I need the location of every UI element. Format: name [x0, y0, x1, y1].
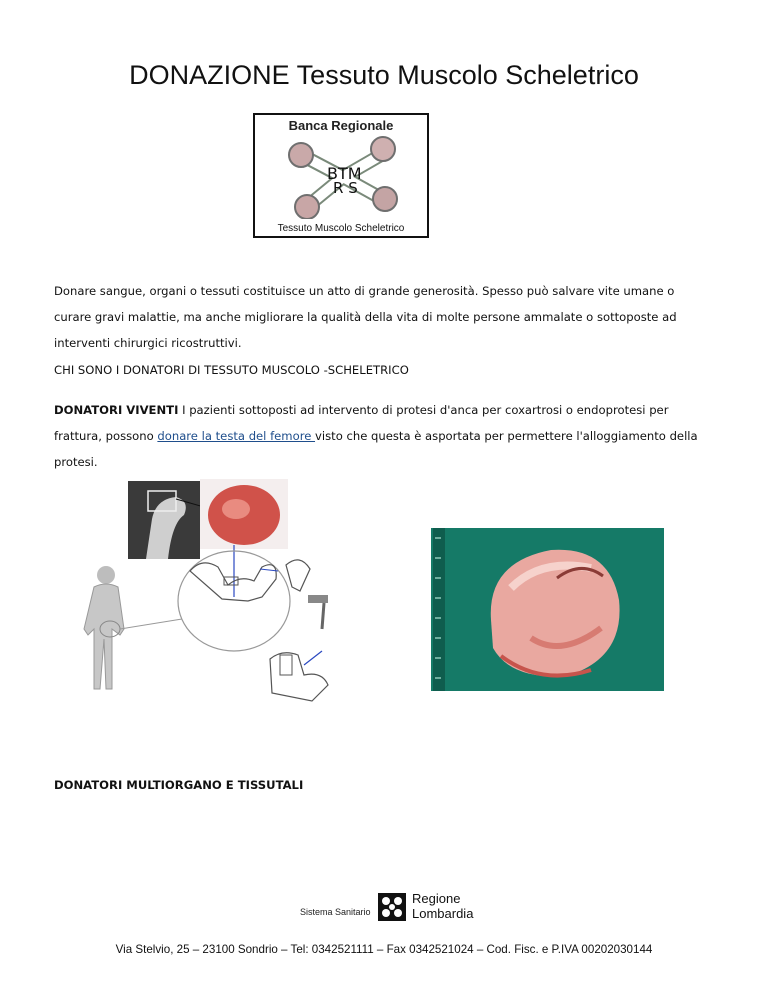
paragraph-text: frattura, possono	[54, 429, 158, 443]
intro-line: Donare sangue, organi o tessuti costituisce un atto di grande generosità. Spesso può salvare vite umane o	[54, 284, 675, 298]
page-title: DONAZIONE Tessuto Muscolo Scheletrico	[129, 60, 639, 90]
donatori-viventi-label: DONATORI VIVENTI	[54, 403, 179, 417]
logo-top-text: Banca Regionale	[288, 118, 394, 133]
footer-address: Via Stelvio, 25 – 23100 Sondrio – Tel: 0342521111 – Fax 0342521024 – Cod. Fisc. e P.IVA 00202030144	[115, 943, 653, 956]
femoral-head-photo	[431, 528, 664, 691]
intro-line: interventi chirurgici ricostruttivi.	[54, 336, 242, 350]
regione-lombardia-logo	[288, 887, 488, 929]
section-heading: CHI SONO I DONATORI DI TESSUTO MUSCOLO -SCHELETRICO	[54, 363, 409, 377]
intro-line: curare gravi malattie, ma anche migliorare la qualità della vita di molte persone ammalate o sottoposte ad	[54, 310, 677, 324]
paragraph-text: protesi.	[54, 455, 98, 469]
paragraph-text: visto che questa è asportata per permettere l'alloggiamento della	[315, 429, 698, 443]
sistema-sanitario-text: Sistema Sanitario	[300, 907, 371, 917]
donatori-viventi-paragraph	[54, 397, 720, 475]
hip-prosthesis-illustration	[72, 479, 348, 729]
bank-logo	[253, 113, 429, 238]
logo-bottom-text: Tessuto Muscolo Scheletrico	[277, 223, 405, 234]
intro-paragraph	[54, 278, 720, 356]
regione-text: Regione	[412, 891, 461, 906]
paragraph-text: I pazienti sottoposti ad intervento di protesi d'anca per coxartrosi o endoprotesi per	[178, 403, 669, 417]
bone-cross-graphic	[275, 135, 411, 219]
svg-text:R S: R S	[333, 179, 358, 197]
svg-text:BTM: BTM	[327, 164, 362, 183]
donatori-multiorgano-heading: DONATORI MULTIORGANO E TISSUTALI	[54, 778, 304, 792]
femore-link[interactable]: donare la testa del femore	[157, 429, 316, 443]
lombardia-rose-icon	[378, 893, 406, 921]
lombardia-text: Lombardia	[412, 906, 474, 921]
